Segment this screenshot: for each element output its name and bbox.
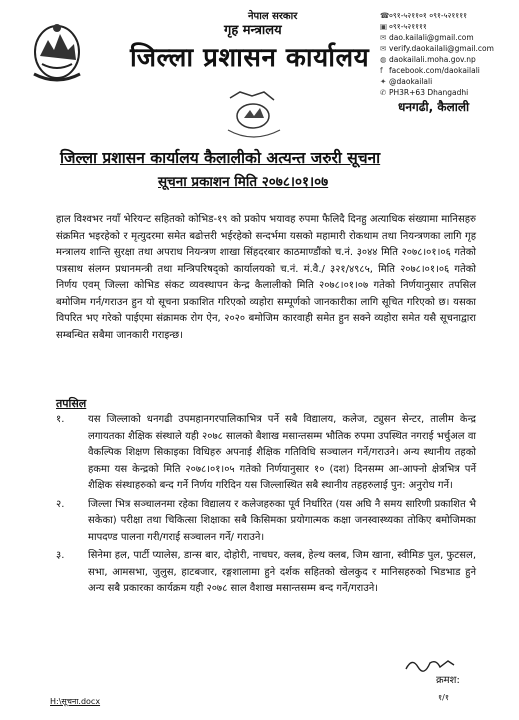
item-text: जिल्ला भित्र सञ्चालनमा रहेका विद्यालय र कलेजहरुका पूर्व निर्धारित (यस अघि नै समय सारिणी प्रकाशित भै सकेका) परीक्षा तथा चिकित्सा शिक्षाका सबै किसिमका प्रयोगात्मक कक्षा जनस्वास्थ्यका तोकिए बमोजिमका मापदण्ड पालना गरी/गराई सञ्चालन गर्ने/ गराउने। <box>88 498 476 543</box>
details-list <box>56 412 476 600</box>
item-number: ३. <box>56 550 65 561</box>
email-icon: ✉ <box>380 33 387 42</box>
contact-facebook[interactable]: f facebook.com/daokailali <box>380 66 480 75</box>
contact-website[interactable]: ◍ daokailali.moha.gov.np <box>380 55 476 64</box>
contact-fax: ▣ ०९१-५२११११ <box>380 22 427 31</box>
fax-icon: ▣ <box>380 22 388 31</box>
nepal-emblem-icon <box>28 16 86 86</box>
notice-heading: जिल्ला प्रशासन कार्यालय कैलालीको अत्यन्त जरुरी सूचना <box>60 149 381 167</box>
contact-block <box>380 10 515 98</box>
list-item <box>56 412 476 495</box>
list-item <box>56 497 476 547</box>
continued-label: क्रमश: <box>436 675 460 686</box>
notice-intro: हाल विश्वभर नयाँ भेरियन्ट सहितको कोभिड-१९ को प्रकोप भयावह रुपमा फैलिदै दिनहु अत्याधिक संख्यामा मानिसहरु संक्रमित भइरहेको र मृत्युदरमा समेत बढोत्तरी भईरहेको सन्दर्भमा यसको महामारी रोकथाम तथा नियन्त्रणका लागि गृह मन्त्रालय शान्ति सुरक्षा तथा अपराध नियन्त्रण शाखा सिंहदरबार काठमाण्डौंको च.नं. ३०४४ मिति २०७८।०१।०६ गतेको पत्रसाथ संलग्न प्रधानमन्त्री तथा मन्त्रिपरिषद्को कार्यालयको च.नं. मं.वै./ ३२१/४९८५, मिति २०७८।०१।०६ गतेको निर्णय एवम् जिल्ला कोभिड संकट व्यवस्थापन केन्द्र कैलालीको मिति २०७८।०१।०७ गतेको निर्णयानुसार तपसिल बमोजिम गर्न/गराउन हुन यो सूचना प्रकाशित गरिएको व्यहोरा सम्पूर्णको जानकारीका लागि सूचित गरिएको छ। यसका विपरित भए गरेको पाईएमा संक्रामक रोग ऐन, २०२० बमोजिम कारवाही समेत हुन सक्ने व्यहोरा समेत यसै सूचनाद्वारा सम्बन्धित सबैमा जानकारी गराइन्छ। <box>56 214 476 341</box>
contact-twitter[interactable]: ✦ @daokailali <box>380 77 433 86</box>
contact-phone: ☎०९१-५२११०१ ०९१-५२११११ <box>380 11 467 20</box>
contact-postbox: ✆ PH3R+63 Dhangadhi <box>380 88 469 97</box>
item-text: सिनेमा हल, पार्टी प्यालेस, डान्स बार, दोहोरी, नाचघर, क्लब, हेल्थ क्लब, जिम खाना, स्वीमिङ पुल, फुटसल, सभा, आमसभा, जुलुस, हाटबजार, रङ्गशालामा हुने दर्शक सहितको खेलकुद र मानिसहरुको भिडभाड हुने अन्य सबै प्रकारका कार्यक्रम यही २०७८ साल वैशाख मसान्तसम्म बन्द गर्ने/गराउने। <box>88 550 476 594</box>
web-icon: ◍ <box>380 55 387 64</box>
postbox-icon: ✆ <box>380 88 387 97</box>
location-label: धनगढी, कैलाली <box>398 100 470 114</box>
contact-email[interactable]: ✉ dao.kailali@gmail.com <box>380 33 474 42</box>
ministry-label: गृह मन्त्रालय <box>224 23 282 38</box>
file-path-label: H:\सूचना.docx <box>50 697 101 706</box>
item-number: १. <box>56 414 65 425</box>
facebook-icon: f <box>380 66 383 75</box>
phone-icon: ☎ <box>380 11 390 20</box>
item-text: यस जिल्लाको धनगढी उपमहानगरपालिकाभित्र पर्ने सबै विद्यालय, कलेज, ट्युसन सेन्टर, तालीम केन्द्र लगायतका शैक्षिक संस्थाले यही २०७८ सालको बैशाख मसान्तसम्म भौतिक रुपमा उपस्थित नगराई भर्चुअल वा वैकल्पिक शिक्षण सिकाइका विधिहरु अपनाई शैक्षिक गतिविधि सञ्चालन गर्ने/गराउने। अन्य स्थानीय तहको हकमा यस केन्द्रको मिति २०७८।०१।०५ गतेको निर्णयानुसार १० (दश) दिनसम्म आ-आफ्नो क्षेत्रभित्र पर्ने शैक्षिक संस्थाहरुको बन्द गर्ने निर्णय गरिदिन यस जिल्लास्थित सबै स्थानीय तहहरुलाई पुन: अनुरोध गर्ने। <box>88 414 476 491</box>
item-number: २. <box>56 498 65 510</box>
publish-date: सूचना प्रकाशन मिति २०७८।०१।०७ <box>158 174 329 190</box>
details-label: तपसिल <box>56 397 87 410</box>
government-label: नेपाल सरकार <box>248 11 298 22</box>
contact-verify-email[interactable]: ✉ verify.daokailali@gmail.com <box>380 44 494 53</box>
twitter-icon: ✦ <box>380 77 387 86</box>
page-number: १/१ <box>438 693 450 702</box>
list-item <box>56 548 476 598</box>
office-title: जिल्ला प्रशासन कार्यालय <box>130 43 370 73</box>
office-seal-icon <box>218 88 288 148</box>
email-icon: ✉ <box>380 44 387 53</box>
